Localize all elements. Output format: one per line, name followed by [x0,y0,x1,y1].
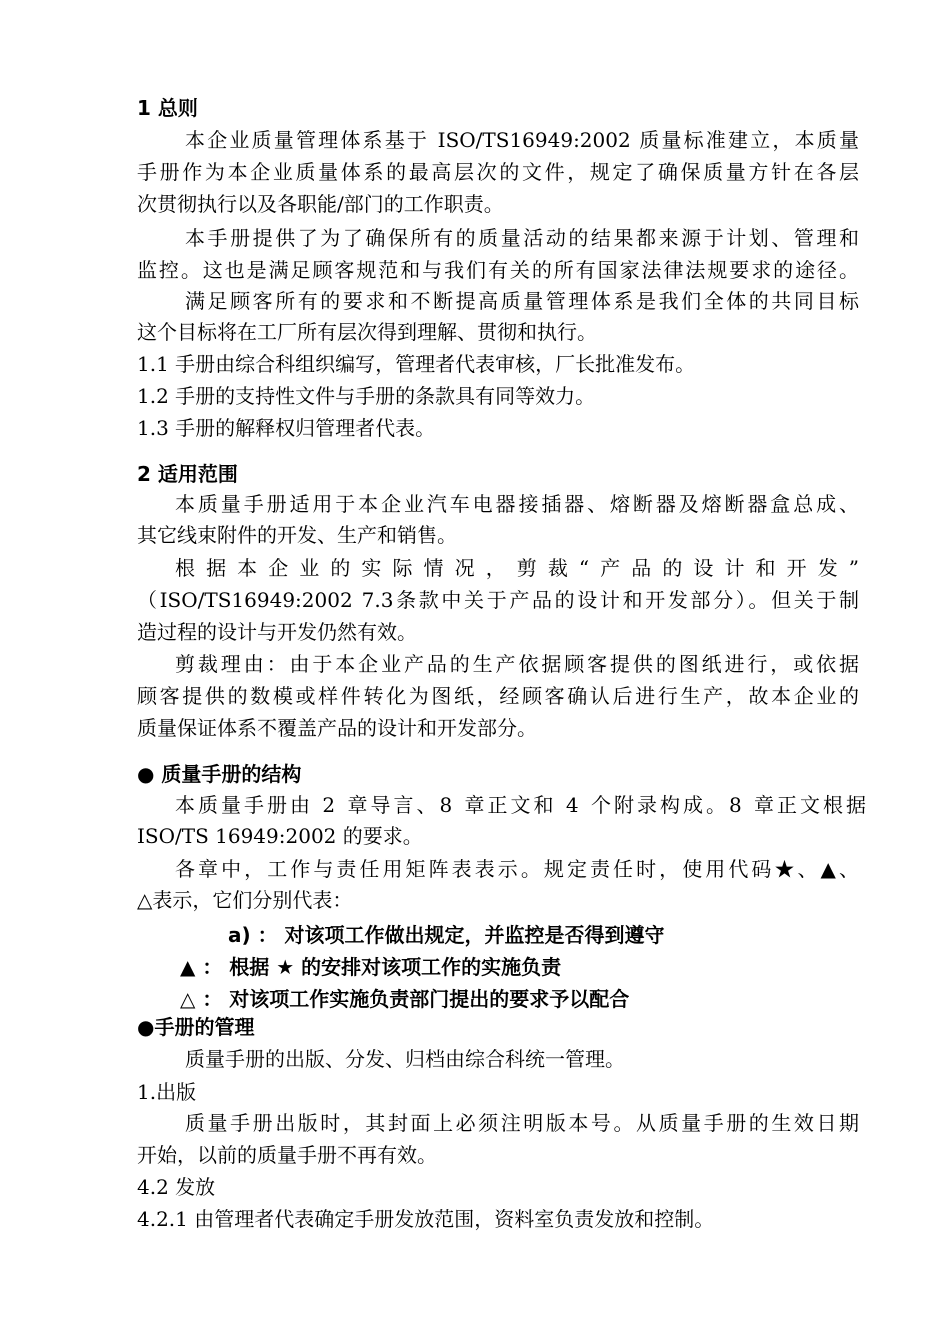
item-1-3: 1.3 手册的解释权归管理者代表。 [137,416,436,440]
para-2c-line1: 剪裁理由：由于本企业产品的生产依据顾客提供的图纸进行，或依据 [175,652,859,676]
code-triangle-filled-definition: ▲ ： 根据 ★ 的安排对该项工作的实施负责 [180,955,562,979]
item-1-2: 1.2 手册的支持性文件与手册的条款具有同等效力。 [137,384,596,408]
code-triangle-outline-definition: △ ： 对该项工作实施负责部门提出的要求予以配合 [180,987,630,1011]
item-1-1: 1.1 手册由综合科组织编写，管理者代表审核，厂长批准发布。 [137,352,696,376]
para-2b-line2: （ISO/TS16949:2002 7.3条款中关于产品的设计和开发部分）。但关于制 [137,588,859,612]
para-1c-line2: 这个目标将在工厂所有层次得到理解、贯彻和执行。 [137,320,597,344]
distribute-subheading: 4.2 发放 [137,1175,216,1199]
para-2a-line1: 本质量手册适用于本企业汽车电器接插器、熔断器及熔断器盒总成、 [175,492,859,516]
para-2c-line3: 质量保证体系不覆盖产品的设计和开发部分。 [137,716,537,740]
para-2a-line2: 其它线束附件的开发、生产和销售。 [137,523,457,547]
para-1b-line2: 监控。这也是满足顾客规范和与我们有关的所有国家法律法规要求的途径。 [137,258,859,282]
para-3a-line1: 本质量手册由 2 章导言、8 章正文和 4 个附录构成。8 章正文根据 [175,793,870,817]
para-1c-line1: 满足顾客所有的要求和不断提高质量管理体系是我们全体的共同目标 [185,289,859,313]
management-heading: ●手册的管理 [137,1015,255,1039]
para-2c-line2: 顾客提供的数模或样件转化为图纸，经顾客确认后进行生产，故本企业的 [137,684,859,708]
publish-para-line2: 开始，以前的质量手册不再有效。 [137,1143,437,1167]
publish-para-line1: 质量手册出版时，其封面上必须注明版本号。从质量手册的生效日期 [185,1111,859,1135]
para-3b-line1: 各章中，工作与责任用矩阵表表示。规定责任时，使用代码★、▲、 [175,857,859,881]
para-1a-line3: 次贯彻执行以及各职能/部门的工作职责。 [137,192,504,216]
para-2b-line3: 造过程的设计与开发仍然有效。 [137,620,417,644]
para-3a-line2: ISO/TS 16949:2002 的要求。 [137,824,423,848]
para-2b-line1: 根据本企业的实际情况，剪裁“产品的设计和开发” [175,556,859,580]
structure-heading: ● 质量手册的结构 [137,762,302,786]
section-2-heading: 2 适用范围 [137,462,238,486]
section-1-heading: 1 总则 [137,96,198,120]
publish-subheading: 1.出版 [137,1080,197,1104]
item-4-2-1: 4.2.1 由管理者代表确定手册发放范围，资料室负责发放和控制。 [137,1207,715,1231]
para-1a-line1: 本企业质量管理体系基于 ISO/TS16949:2002 质量标准建立，本质量 [185,128,859,152]
management-intro: 质量手册的出版、分发、归档由综合科统一管理。 [185,1047,625,1071]
para-3b-line2: △表示，它们分别代表： [137,888,353,912]
para-1b-line1: 本手册提供了为了确保所有的质量活动的结果都来源于计划、管理和 [185,226,859,250]
para-1a-line2: 手册作为本企业质量体系的最高层次的文件，规定了确保质量方针在各层 [137,160,859,184]
code-star-definition: a) ： 对该项工作做出规定，并监控是否得到遵守 [228,923,665,947]
